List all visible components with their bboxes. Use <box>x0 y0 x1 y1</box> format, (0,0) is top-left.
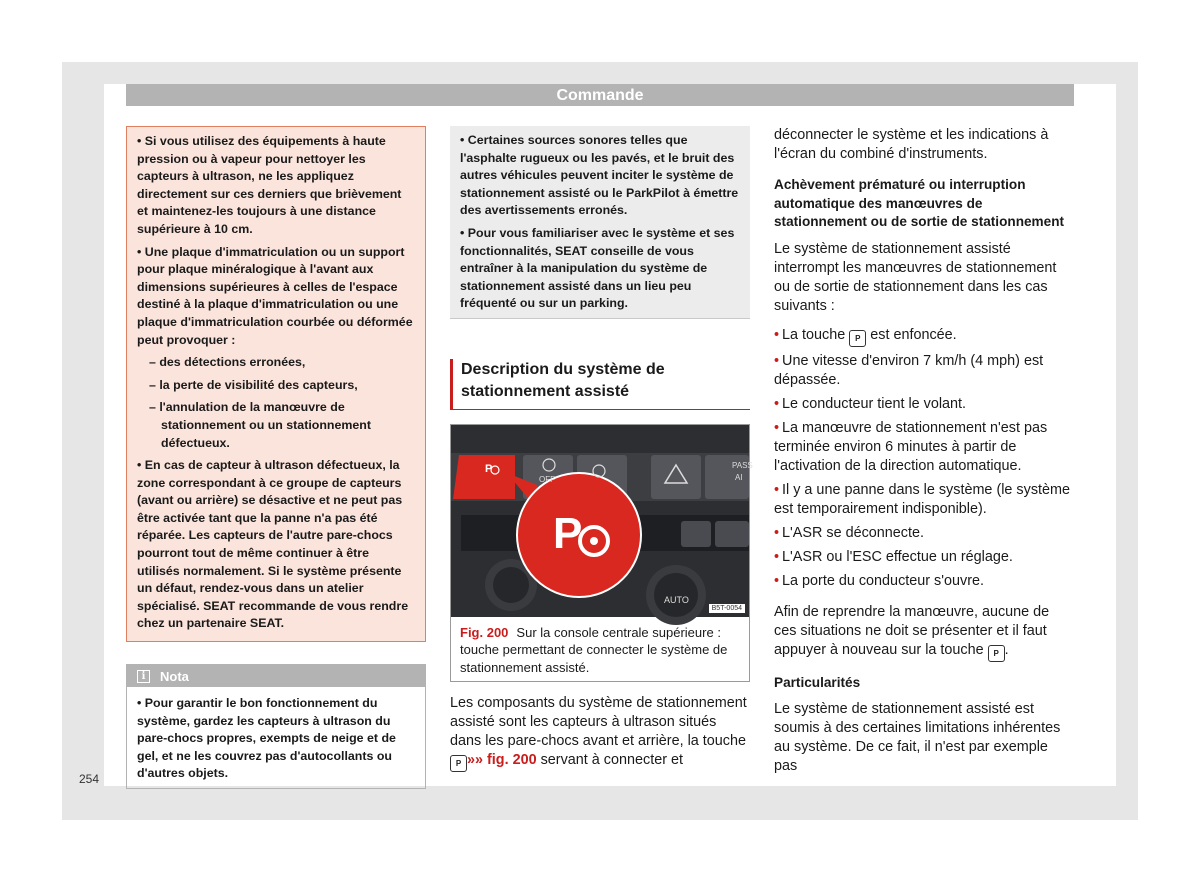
warning-dash-item: – des détections erronées, <box>149 355 306 370</box>
console-illustration <box>451 425 749 617</box>
figure-label: Fig. 200 <box>460 624 509 640</box>
warning-bullet: • En cas de capteur à ultrason défectueux, la zone correspondant à ce groupe de capteurs (avant ou arrière) se désactive et ne peut pas être activée tant que la panne n'a pas été réparée. Les capteurs de l'autre pare-chocs pourront tout de même continuer à être utilisés normalement. Si le système présente un défaut, rendez-vous dans un atelier spécialisé. SEAT recommande de vous rendre chez un partenaire SEAT. <box>137 458 409 631</box>
parking-key-icon: P <box>849 330 866 347</box>
list-item: • La manœuvre de stationnement n'est pas terminée environ 6 minutes à partir de l'activation de la direction automatique. <box>774 419 1048 474</box>
nota-box <box>126 664 426 789</box>
off-button-label: OFF <box>539 474 555 484</box>
body-paragraph: Afin de reprendre la manœuvre, aucune de ces situations ne doit se présenter et il faut appuyer à nouveau sur la touche P . <box>774 603 1074 662</box>
warning-bullet: • Une plaque d'immatriculation ou un support pour plaque minéralogique à l'avant aux dimensions supérieures à celles de l'espace destiné à la plaque d'immatriculation ou une plaque d'immatriculation courbée ou déformée peut provoquer : <box>137 244 413 347</box>
intro-text: Les composants du système de stationnement assisté sont les capteurs à ultrason situés dans les pare-chocs avant et arrière, la touche <box>450 695 747 750</box>
column-left <box>126 126 426 789</box>
figure-image <box>451 425 753 617</box>
page-number: 254 <box>79 772 100 786</box>
page-header: Commande <box>126 84 1074 106</box>
warning-bullet: • Si vous utilisez des équipements à haute pression ou à vapeur pour nettoyer les capteurs à ultrason, ne les appliquez directement sur ces derniers que brièvement et maintenez-les toujours à une distance supérieure à 10 cm. <box>137 134 402 236</box>
figure-caption-text: Sur la console centrale supérieure : touche permettant de connecter le système de stationnement assisté. <box>460 624 728 675</box>
nota-title: Nota <box>160 668 189 684</box>
list-item: • L'ASR se déconnecte. <box>774 524 924 541</box>
bullet-dot: • <box>774 352 780 369</box>
bullet-dot: • <box>774 326 780 343</box>
warning-box <box>126 126 426 642</box>
bullet-dot: • <box>774 395 780 412</box>
auto-button-label: AUTO <box>664 594 689 605</box>
bullet-dot: • <box>774 481 780 498</box>
section-title: Description du système de stationnement assisté <box>450 359 750 410</box>
interruption-list <box>774 326 1074 591</box>
parking-key-icon: P <box>988 645 1005 662</box>
notice-bullet: • Pour vous familiariser avec le système et ses fonctionnalités, SEAT conseille de vous entraîner à la manipulation du système de stationnement assisté dans un lieu peu fréquenté ou sur un parking. <box>460 225 735 311</box>
cross-reference-arrows: »» <box>467 752 484 769</box>
parking-key-label: P <box>485 462 493 475</box>
intro-text-end: servant à connecter et <box>540 752 683 769</box>
nota-header <box>127 665 425 687</box>
pass-button-label: PASS <box>732 460 753 470</box>
warning-dash-item: – l'annulation de la manœuvre de stationnement ou un stationnement défectueux. <box>149 400 371 450</box>
list-item: • Le conducteur tient le volant. <box>774 395 967 412</box>
list-item: • L'ASR ou l'ESC effectue un réglage. <box>774 548 1013 565</box>
figure-code: B5T-0054 <box>709 604 745 613</box>
bullet-dot: • <box>774 572 780 589</box>
notice-bullet: • Certaines sources sonores telles que l'asphalte rugueux ou les pavés, et le bruit des autres véhicules peuvent inciter le système de stationnement assisté ou le ParkPilot à émettre des avertissements erronés. <box>460 133 739 218</box>
list-item: • Une vitesse d'environ 7 km/h (4 mph) est dépassée. <box>774 352 1044 388</box>
parking-key-icon: P <box>450 755 467 772</box>
list-item: • La porte du conducteur s'ouvre. <box>774 572 984 589</box>
figure-reference-link[interactable]: fig. 200 <box>487 752 537 769</box>
body-paragraph: Le système de stationnement assisté est soumis à des certaines limitations inhérentes au système. De ce fait, il n'est par exemple pas <box>774 701 1061 774</box>
info-icon: i <box>137 670 150 683</box>
figure <box>450 424 753 683</box>
warning-dash-item: – la perte de visibilité des capteurs, <box>149 377 358 392</box>
bullet-dot: • <box>774 548 780 565</box>
list-item: • Il y a une panne dans le système (le système est temporairement indisponible). <box>774 481 1071 517</box>
list-item: • La touche P est enfoncée. <box>774 326 1074 347</box>
column-middle <box>450 126 753 784</box>
airbag-button-label: AI <box>735 472 743 482</box>
continuation-paragraph: déconnecter le système et les indications à l'écran du combiné d'instruments. <box>774 127 1049 162</box>
body-paragraph <box>450 694 750 772</box>
figure-caption <box>451 617 749 682</box>
notice-box <box>450 126 750 319</box>
subheading: Particularités <box>774 674 861 690</box>
big-parking-key-label: P <box>553 508 583 558</box>
body-paragraph: Le système de stationnement assisté interrompt les manœuvres de stationnement ou de sortie de stationnement dans les cas suivants : <box>774 240 1057 314</box>
column-right <box>774 126 1074 788</box>
subheading: Achèvement prématuré ou interruption automatique des manœuvres de stationnement ou de sortie de stationnement <box>774 177 1065 229</box>
bullet-dot: • <box>774 419 780 436</box>
nota-text: • Pour garantir le bon fonctionnement du système, gardez les capteurs à ultrason du pare-chocs propres, exempts de neige et de gel, et ne les couvrez pas d'autocollants ou d'autres objets. <box>137 696 396 781</box>
bullet-dot: • <box>774 524 780 541</box>
